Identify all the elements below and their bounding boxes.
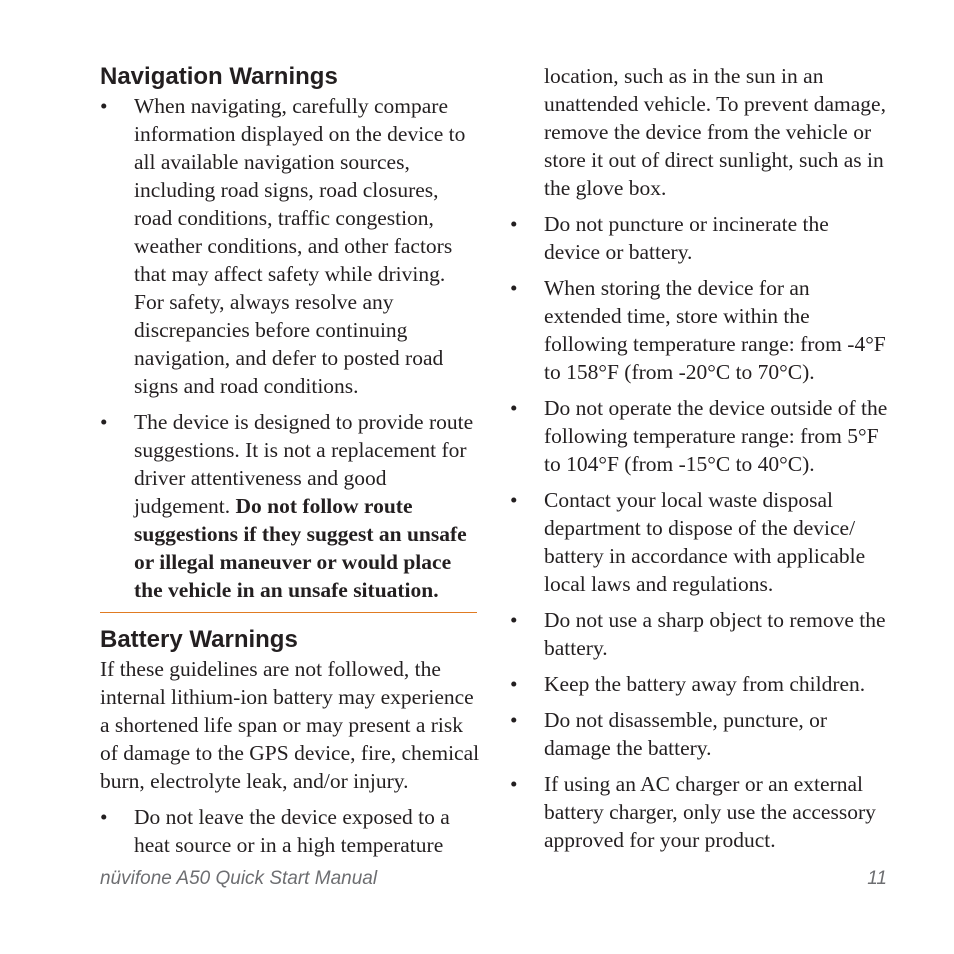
bullet-marker: • (510, 488, 518, 512)
bullet-marker: • (510, 772, 518, 796)
manual-title: nüvifone A50 Quick Start Manual (100, 868, 378, 889)
list-item (510, 274, 890, 386)
nav-warning-text: When navigating, carefully compare information displayed on the device to all available navigation sources, including road signs, road closures, road conditions, traffic congestion, weather conditions, and other factors that may affect safety while driving. For safety, always resolve any discrepancies before continuing navigation, and defer to posted road signs and road conditions. (134, 94, 466, 398)
battery-warning-text: Contact your local waste disposal department to dispose of the device/ battery in accordance with applicable local laws and regulations. (544, 488, 866, 596)
right-column (510, 62, 890, 862)
battery-warning-text: Do not disassemble, puncture, or damage the battery. (544, 708, 828, 760)
battery-warning-text: Do not use a sharp object to remove the battery. (544, 608, 886, 660)
page-footer (100, 868, 887, 890)
page-number: 11 (867, 868, 887, 889)
bullet-marker: • (100, 94, 108, 118)
bullet-marker: • (510, 708, 518, 732)
battery-warning-text: When storing the device for an extended time, store within the following temperature range: from -4°F to 158°F (from -20°C to 70°C). (544, 276, 886, 384)
list-item (100, 408, 474, 604)
list-item (100, 803, 464, 859)
battery-warnings-list (510, 210, 890, 854)
nav-warning-text: The device is designed to provide route suggestions. It is not a replacement for driver attentiveness and good judgement. (134, 410, 474, 518)
list-item (510, 394, 890, 478)
list-item (510, 210, 890, 266)
bullet-marker: • (510, 396, 518, 420)
battery-intro-paragraph: If these guidelines are not followed, the internal lithium-ion battery may experience a shortened life span or may present a risk of damage to the GPS device, fire, chemical burn, electrolyte leak, and/or injury. (100, 657, 480, 793)
bullet-marker: • (100, 805, 108, 829)
bullet-marker: • (510, 608, 518, 632)
battery-warning-text: If using an AC charger or an external battery charger, only use the accessory approved for your product. (544, 772, 876, 852)
battery-warnings-list-start (100, 803, 480, 859)
list-item (100, 92, 480, 400)
nav-warning-bold-text: Do not follow route suggestions if they suggest an unsafe or illegal maneuver or would place the vehicle in an unsafe situation. (134, 494, 467, 602)
list-item (510, 706, 890, 762)
list-item (510, 670, 890, 698)
bullet-marker: • (510, 672, 518, 696)
bullet-marker: • (100, 410, 108, 434)
list-item (510, 606, 890, 662)
battery-warning-text: Do not puncture or incinerate the device or battery. (544, 212, 829, 264)
list-item (510, 486, 904, 598)
battery-warning-text: Do not leave the device exposed to a heat source or in a high temperature (134, 805, 450, 857)
left-column (100, 62, 480, 867)
battery-warning-continued: location, such as in the sun in an unattended vehicle. To prevent damage, remove the device from the vehicle or store it out of direct sunlight, such as in the glove box. (544, 64, 886, 200)
navigation-warnings-list (100, 92, 480, 604)
list-item (510, 770, 890, 854)
bullet-marker: • (510, 276, 518, 300)
section-divider (100, 612, 477, 613)
battery-warning-text: Keep the battery away from children. (544, 672, 866, 696)
battery-warnings-heading: Battery Warnings (100, 626, 298, 653)
bullet-marker: • (510, 212, 518, 236)
battery-warning-text: Do not operate the device outside of the following temperature range: from 5°F to 104°F (from -15°C to 40°C). (544, 396, 888, 476)
navigation-warnings-heading: Navigation Warnings (100, 63, 338, 90)
